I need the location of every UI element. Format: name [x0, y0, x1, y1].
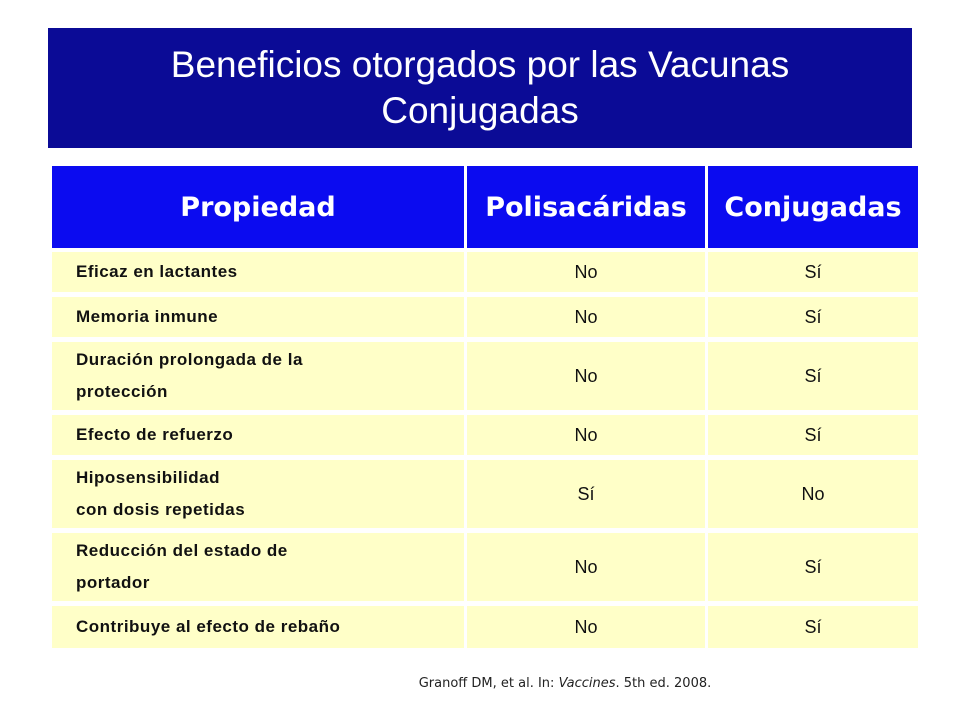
polisacaridas-cell: No [467, 533, 705, 601]
polisacaridas-cell: Sí [467, 460, 705, 528]
polisacaridas-cell: No [467, 606, 705, 648]
title-box [48, 28, 912, 148]
header-propiedad: Propiedad [52, 166, 464, 248]
citation-authors: Granoff DM, et al. In: [418, 676, 559, 691]
table-row [52, 297, 918, 337]
property-line: protección [76, 382, 168, 401]
polisacaridas-cell: No [467, 252, 705, 292]
citation-edition: . 5th ed. 2008. [615, 676, 712, 691]
table-row [52, 415, 918, 455]
table-header-row [52, 166, 918, 248]
conjugadas-cell: Sí [708, 415, 918, 455]
property-cell [52, 533, 464, 601]
table-row [52, 533, 918, 601]
polisacaridas-cell: No [467, 342, 705, 410]
table-row [52, 460, 918, 528]
table-row [52, 606, 918, 648]
property-cell [52, 342, 464, 410]
conjugadas-cell: No [708, 460, 918, 528]
conjugadas-cell: Sí [708, 533, 918, 601]
table-row [52, 252, 918, 292]
citation-journal: Vaccines [558, 676, 616, 691]
property-line: Reducción del estado de [76, 541, 288, 560]
property-line: Duración prolongada de la [76, 350, 303, 369]
property-cell: Efecto de refuerzo [52, 415, 464, 455]
polisacaridas-cell: No [467, 415, 705, 455]
property-cell: Contribuye al efecto de rebaño [52, 606, 464, 648]
property-cell [52, 460, 464, 528]
table-row [52, 342, 918, 410]
conjugadas-cell: Sí [708, 252, 918, 292]
slide-title-line-1: Beneficios otorgados por las Vacunas [170, 44, 790, 85]
conjugadas-cell: Sí [708, 606, 918, 648]
slide-title-line-2: Conjugadas [381, 90, 579, 131]
citation [0, 676, 960, 691]
polisacaridas-cell: No [467, 297, 705, 337]
header-conjugadas: Conjugadas [708, 166, 918, 248]
property-line: con dosis repetidas [76, 500, 246, 519]
property-line: portador [76, 573, 150, 592]
property-cell: Memoria inmune [52, 297, 464, 337]
conjugadas-cell: Sí [708, 342, 918, 410]
conjugadas-cell: Sí [708, 297, 918, 337]
property-cell: Eficaz en lactantes [52, 252, 464, 292]
property-line: Hiposensibilidad [76, 468, 221, 487]
header-polisacaridas: Polisacáridas [467, 166, 705, 248]
